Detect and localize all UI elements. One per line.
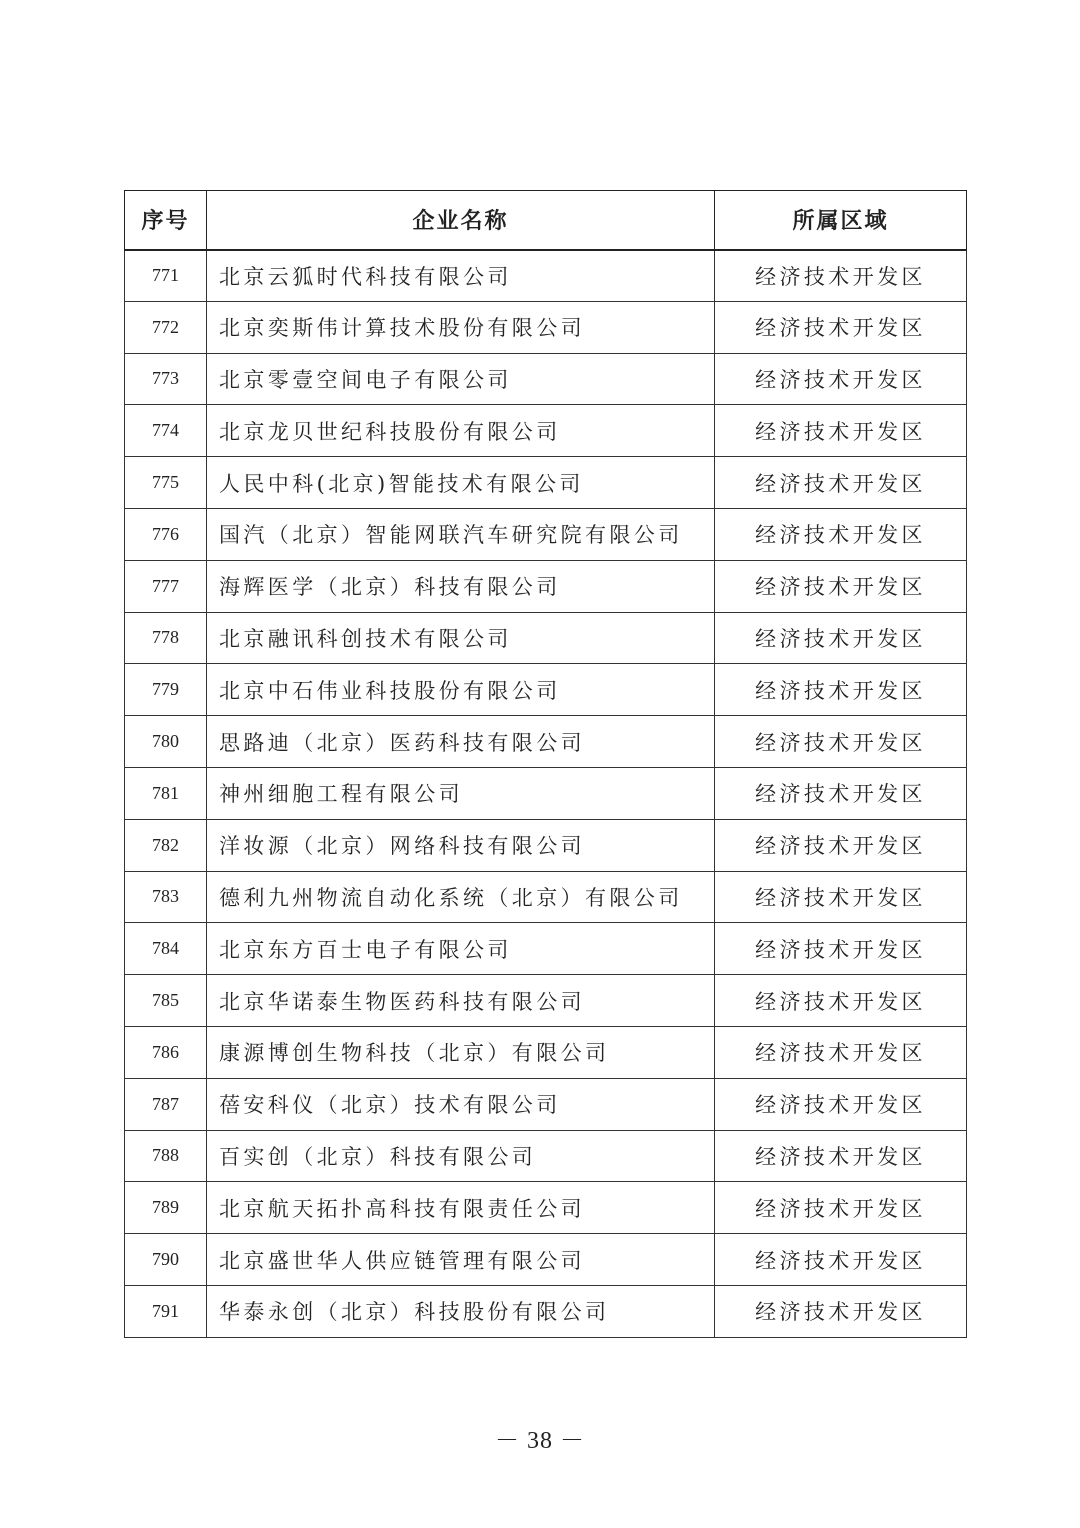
cell-region: 经济技术开发区 bbox=[715, 250, 967, 302]
cell-company-name: 华泰永创（北京）科技股份有限公司 bbox=[207, 1285, 715, 1337]
cell-region: 经济技术开发区 bbox=[715, 716, 967, 768]
cell-serial-number: 791 bbox=[125, 1285, 207, 1337]
cell-region: 经济技术开发区 bbox=[715, 923, 967, 975]
cell-serial-number: 772 bbox=[125, 301, 207, 353]
cell-serial-number: 789 bbox=[125, 1182, 207, 1234]
table-row bbox=[125, 923, 967, 975]
cell-serial-number: 784 bbox=[125, 923, 207, 975]
cell-region: 经济技术开发区 bbox=[715, 405, 967, 457]
cell-region: 经济技术开发区 bbox=[715, 1026, 967, 1078]
cell-company-name: 神州细胞工程有限公司 bbox=[207, 767, 715, 819]
cell-company-name: 北京盛世华人供应链管理有限公司 bbox=[207, 1234, 715, 1286]
cell-company-name: 思路迪（北京）医药科技有限公司 bbox=[207, 716, 715, 768]
cell-serial-number: 778 bbox=[125, 612, 207, 664]
cell-serial-number: 776 bbox=[125, 508, 207, 560]
enterprise-table bbox=[124, 190, 967, 1338]
cell-region: 经济技术开发区 bbox=[715, 1285, 967, 1337]
cell-region: 经济技术开发区 bbox=[715, 664, 967, 716]
table-row bbox=[125, 1234, 967, 1286]
cell-region: 经济技术开发区 bbox=[715, 1182, 967, 1234]
table-row bbox=[125, 664, 967, 716]
table-row bbox=[125, 1182, 967, 1234]
table-row bbox=[125, 612, 967, 664]
cell-serial-number: 786 bbox=[125, 1026, 207, 1078]
cell-serial-number: 775 bbox=[125, 457, 207, 509]
cell-serial-number: 790 bbox=[125, 1234, 207, 1286]
table-row bbox=[125, 819, 967, 871]
table-row bbox=[125, 560, 967, 612]
cell-region: 经济技术开发区 bbox=[715, 819, 967, 871]
table-row bbox=[125, 405, 967, 457]
table-row bbox=[125, 1078, 967, 1130]
cell-serial-number: 787 bbox=[125, 1078, 207, 1130]
cell-serial-number: 788 bbox=[125, 1130, 207, 1182]
cell-company-name: 康源博创生物科技（北京）有限公司 bbox=[207, 1026, 715, 1078]
table-row bbox=[125, 716, 967, 768]
cell-company-name: 北京奕斯伟计算技术股份有限公司 bbox=[207, 301, 715, 353]
cell-serial-number: 779 bbox=[125, 664, 207, 716]
cell-region: 经济技术开发区 bbox=[715, 871, 967, 923]
cell-company-name: 国汽（北京）智能网联汽车研究院有限公司 bbox=[207, 508, 715, 560]
cell-serial-number: 781 bbox=[125, 767, 207, 819]
table-row bbox=[125, 975, 967, 1027]
table-header-row bbox=[125, 191, 967, 250]
cell-region: 经济技术开发区 bbox=[715, 612, 967, 664]
cell-serial-number: 771 bbox=[125, 250, 207, 302]
cell-serial-number: 774 bbox=[125, 405, 207, 457]
cell-region: 经济技术开发区 bbox=[715, 353, 967, 405]
cell-company-name: 北京中石伟业科技股份有限公司 bbox=[207, 664, 715, 716]
cell-serial-number: 773 bbox=[125, 353, 207, 405]
table-header bbox=[125, 191, 967, 250]
cell-region: 经济技术开发区 bbox=[715, 301, 967, 353]
cell-company-name: 北京东方百士电子有限公司 bbox=[207, 923, 715, 975]
table-row bbox=[125, 353, 967, 405]
cell-serial-number: 783 bbox=[125, 871, 207, 923]
table-row bbox=[125, 250, 967, 302]
cell-region: 经济技术开发区 bbox=[715, 457, 967, 509]
cell-region: 经济技术开发区 bbox=[715, 975, 967, 1027]
cell-region: 经济技术开发区 bbox=[715, 1130, 967, 1182]
cell-serial-number: 780 bbox=[125, 716, 207, 768]
cell-company-name: 北京融讯科创技术有限公司 bbox=[207, 612, 715, 664]
cell-company-name: 人民中科(北京)智能技术有限公司 bbox=[207, 457, 715, 509]
cell-company-name: 北京龙贝世纪科技股份有限公司 bbox=[207, 405, 715, 457]
table-row bbox=[125, 1026, 967, 1078]
table-row bbox=[125, 1130, 967, 1182]
cell-serial-number: 777 bbox=[125, 560, 207, 612]
table-body bbox=[125, 250, 967, 1338]
cell-region: 经济技术开发区 bbox=[715, 767, 967, 819]
cell-company-name: 北京华诺泰生物医药科技有限公司 bbox=[207, 975, 715, 1027]
cell-serial-number: 782 bbox=[125, 819, 207, 871]
header-serial-number: 序号 bbox=[125, 191, 207, 250]
cell-company-name: 北京零壹空间电子有限公司 bbox=[207, 353, 715, 405]
cell-company-name: 北京航天拓扑高科技有限责任公司 bbox=[207, 1182, 715, 1234]
header-region: 所属区域 bbox=[715, 191, 967, 250]
cell-region: 经济技术开发区 bbox=[715, 1078, 967, 1130]
table-row bbox=[125, 301, 967, 353]
table-row bbox=[125, 871, 967, 923]
table-row bbox=[125, 767, 967, 819]
cell-company-name: 蓓安科仪（北京）技术有限公司 bbox=[207, 1078, 715, 1130]
cell-region: 经济技术开发区 bbox=[715, 1234, 967, 1286]
page-number: － 38 － bbox=[495, 1428, 585, 1454]
cell-company-name: 德利九州物流自动化系统（北京）有限公司 bbox=[207, 871, 715, 923]
cell-company-name: 百实创（北京）科技有限公司 bbox=[207, 1130, 715, 1182]
cell-company-name: 海辉医学（北京）科技有限公司 bbox=[207, 560, 715, 612]
table-row bbox=[125, 457, 967, 509]
cell-region: 经济技术开发区 bbox=[715, 560, 967, 612]
cell-company-name: 北京云狐时代科技有限公司 bbox=[207, 250, 715, 302]
cell-company-name: 洋妆源（北京）网络科技有限公司 bbox=[207, 819, 715, 871]
cell-serial-number: 785 bbox=[125, 975, 207, 1027]
table-row bbox=[125, 1285, 967, 1337]
cell-region: 经济技术开发区 bbox=[715, 508, 967, 560]
header-company-name: 企业名称 bbox=[207, 191, 715, 250]
table-row bbox=[125, 508, 967, 560]
